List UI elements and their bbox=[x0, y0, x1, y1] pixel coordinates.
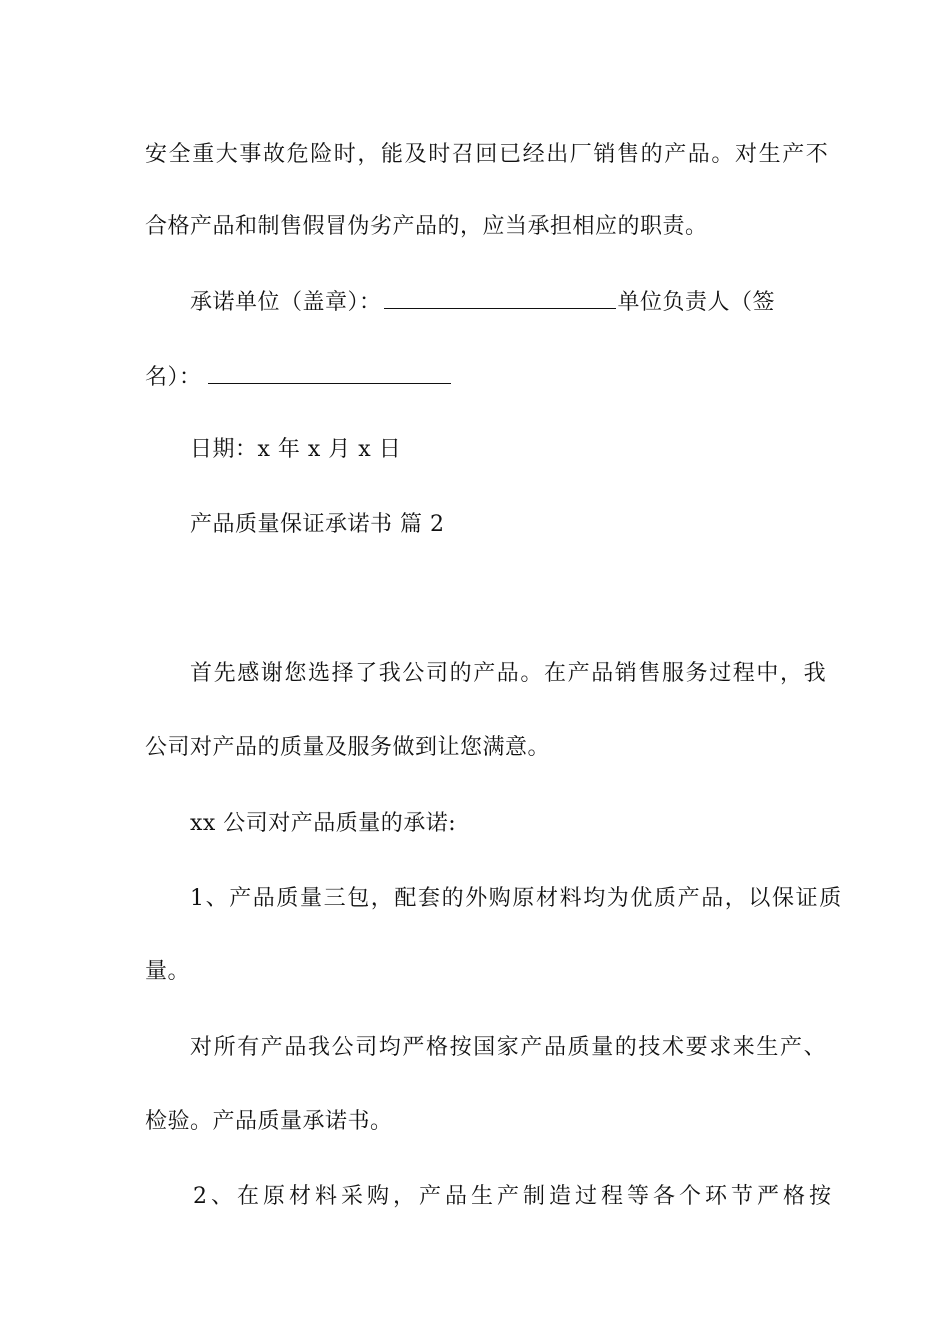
paragraph-line: 安全重大事故危险时，能及时召回已经出厂销售的产品。对生产不 bbox=[145, 142, 830, 167]
signature-line bbox=[190, 286, 815, 318]
seal-blank-field bbox=[384, 286, 616, 309]
signature-line bbox=[145, 361, 815, 393]
sign-person-label: 单位负责人（签 bbox=[617, 290, 776, 315]
date-line: 日期：x 年 x 月 x 日 bbox=[190, 437, 402, 462]
paragraph-line: 检验。产品质量承诺书。 bbox=[145, 1109, 393, 1134]
paragraph-line: 2、在原材料采购，产品生产制造过程等各个环节严格按 bbox=[193, 1184, 835, 1209]
sign-unit-label: 承诺单位（盖章）： bbox=[190, 290, 382, 315]
paragraph-line: 1、产品质量三包，配套的外购原材料均为优质产品，以保证质 bbox=[190, 886, 843, 911]
paragraph-line: 公司对产品的质量及服务做到让您满意。 bbox=[145, 735, 551, 760]
paragraph-line: 首先感谢您选择了我公司的产品。在产品销售服务过程中，我 bbox=[190, 661, 828, 686]
sign-person-label-cont: 名）： bbox=[145, 365, 202, 390]
paragraph-line: 量。 bbox=[145, 959, 191, 984]
paragraph-line: xx 公司对产品质量的承诺: bbox=[190, 811, 457, 836]
section-title: 产品质量保证承诺书 篇 2 bbox=[190, 512, 445, 537]
paragraph-line: 合格产品和制售假冒伪劣产品的，应当承担相应的职责。 bbox=[145, 214, 708, 239]
paragraph-line: 对所有产品我公司均严格按国家产品质量的技术要求来生产、 bbox=[190, 1035, 828, 1060]
signature-blank-field bbox=[208, 361, 451, 384]
